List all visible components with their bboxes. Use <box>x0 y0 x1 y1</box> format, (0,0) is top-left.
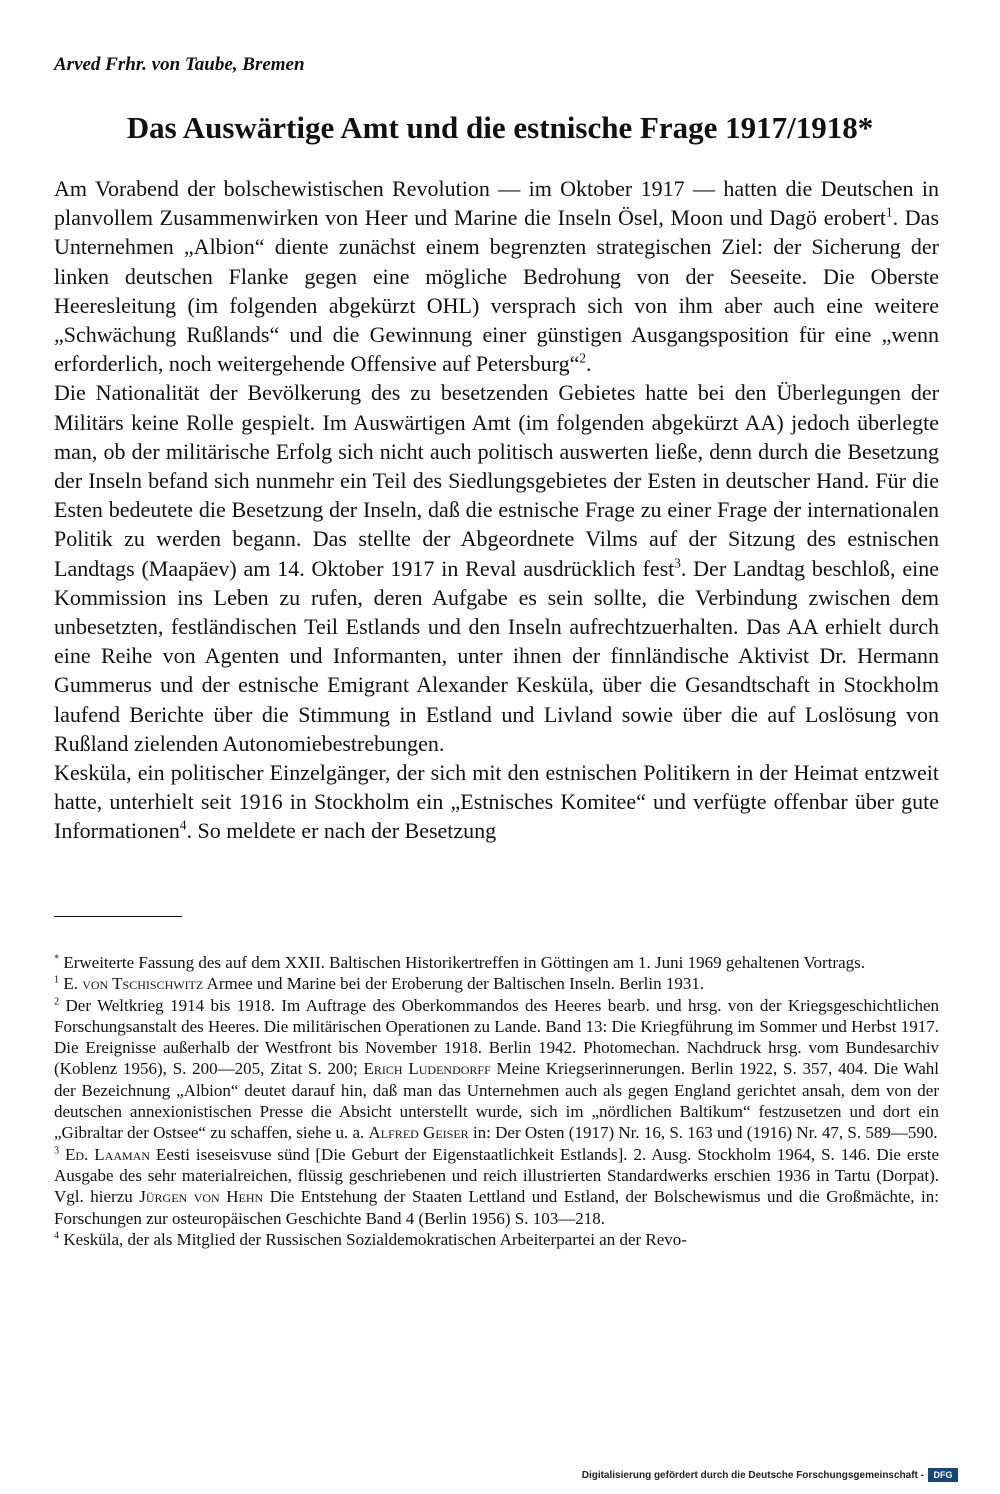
article-body <box>54 174 939 846</box>
paragraph-2: Die Nationalität der Bevölkerung des zu besetzenden Gebietes hatte bei den Überlegungen der Militärs keine Rolle gespielt. Im Auswärtigen Amt (im folgenden abgekürzt AA) jedoch überlegte man, ob der militärische Erfolg sich nicht auch politisch auswerten ließe, denn durch die Besetzung der Inseln befand sich nunmehr ein Teil des Siedlungsgebietes der Esten in deutscher Hand. Für die Esten bedeutete die Besetzung der Inseln, daß die estnische Frage zu einer Frage der internationalen Politik zu werden begann. Das stellte der Abgeordnete Vilms auf der Sitzung des estnischen Landtags (Maapäev) am 14. Oktober 1917 in Reval ausdrücklich fest$^3$. Der Landtag beschloß, eine Kommission ins Leben zu rufen, deren Aufgabe es sein sollte, die Verbindung zwischen dem unbesetzten, festländischen Teil Estlands und den Inseln aufrechtzuerhalten. Das AA erhielt durch eine Reihe von Agenten und Informanten, unter ihnen der finnländische Aktivist Dr. Hermann Gummerus und der estnische Emigrant Alexander Kesküla, über die Gesandtschaft in Stockholm laufend Berichte über die Stimmung in Estland und Livland sowie über die auf Loslösung von Rußland zielenden Autonomiebestrebungen. <box>54 380 939 756</box>
footnote-ref-1[interactable]: 1 <box>886 204 893 220</box>
article-title: Das Auswärtige Amt und die estnische Frage 1917/1918* <box>126 110 874 145</box>
footnote-ref-3[interactable]: 3 <box>674 555 681 571</box>
cited-author: E. von Tschischwitz <box>63 974 204 994</box>
dfg-logo-icon: DFG <box>928 1468 958 1482</box>
footnote-ref-4[interactable]: 4 <box>179 818 187 834</box>
cited-author: Alfred Geiser <box>368 1123 469 1143</box>
footnote-2: $^2$ Der Weltkrieg 1914 bis 1918. Im Auftrage des Oberkommandos des Heeres bearb. und hrsg. von der Kriegsgeschichtlichen Forschungsanstalt des Heeres. Die militärischen Operationen zu Lande. Band 13: Die Kriegführung im Sommer und Herbst 1917. Die Ereignisse außerhalb der Westfront bis November 1918. Berlin 1942. Photomechan. Nachdruck hrsg. vom Bundesarchiv (Koblenz 1956), S. 200—205, Zitat S. 200; Erich Ludendorff Meine Kriegserinnerungen. Berlin 1922, S. 357, 404. Die Wahl der Bezeichnung „Albion“ deutet darauf hin, daß man das Unternehmen auch als gegen England gerichtet ansah, dem von der deutschen annexionistischen Presse die Absicht unterstellt wurde, sich im „nördlichen Baltikum“ festzusetzen und dort ein „Gibraltar der Ostsee“ zu schaffen, siehe u. a. Alfred Geiser in: Der Osten (1917) Nr. 16, S. 163 und (1916) Nr. 47, S. 589—590. <box>54 995 939 1143</box>
footnote-1: $^1$ E. von Tschischwitz Armee und Marine bei der Eroberung der Baltischen Inseln. Berlin 1931. <box>54 974 705 994</box>
footnote-3: $^3$ Ed. Laaman Eesti iseseisvuse sünd [Die Geburt der Eigenstaatlichkeit Estlands]. 2. Ausg. Stockholm 1964, S. 146. Die erste Ausgabe des sehr materialreichen, flüssig geschriebenen und reich illustrierten Standardwerks erschien 1936 in Tartu (Dorpat). Vgl. hierzu Jürgen von Hehn Die Entstehung der Staaten Lettland und Estland, der Bolschewismus und die Großmächte, in: Forschungen zur osteuropäischen Geschichte Band 4 (Berlin 1956) S. 103—218. <box>54 1144 940 1228</box>
author-line: Arved Frhr. von Taube, Bremen <box>54 54 305 75</box>
footnote-divider <box>54 916 182 917</box>
paragraph-1: Am Vorabend der bolschewistischen Revolution — im Oktober 1917 — hatten die Deutschen in planvollem Zusammenwirken von Heer und Marine die Inseln Ösel, Moon und Dagö erobert$^1$. Das Unternehmen „Albion“ diente zunächst einem begrenzten strategischen Ziel: der Sicherung der linken deutschen Flanke gegen eine mögliche Bedrohung von der Seeseite. Die Oberste Heeresleitung (im folgenden abgekürzt OHL) versprach sich von ihm aber auch eine weitere „Schwächung Rußlands“ und die Gewinnung einer günstigen Ausgangsposition für eine „wenn erforderlich, noch weitergehende Offensive auf Petersburg“$^2$. <box>54 176 940 377</box>
cited-author: Erich Ludendorff <box>363 1059 491 1079</box>
digitization-credit: Digitalisierung gefördert durch die Deutsche Forschungsgemeinschaft - DFG <box>582 1468 958 1482</box>
footnote-4: $^4$ Kesküla, der als Mitglied der Russischen Sozialdemokratischen Arbeiterpartei an der Revo- <box>54 1229 687 1249</box>
footnote-ref-2[interactable]: 2 <box>579 350 586 366</box>
cited-author: Ed. Laaman <box>65 1144 150 1164</box>
paragraph-3: Kesküla, ein politischer Einzelgänger, der sich mit den estnischen Politikern in der Heimat entzweit hatte, unterhielt seit 1916 in Stockholm ein „Estnisches Komitee“ und verfügte offenbar über gute Informationen$^4$. So meldete er nach der Besetzung <box>54 760 939 844</box>
footnotes <box>54 952 939 1250</box>
cited-author: Jürgen von Hehn <box>139 1187 264 1207</box>
footnote-star: * Erweiterte Fassung des auf dem XXII. Baltischen Historikertreffen in Göttingen am 1. Juni 1969 gehaltenen Vortrags. <box>54 953 865 972</box>
